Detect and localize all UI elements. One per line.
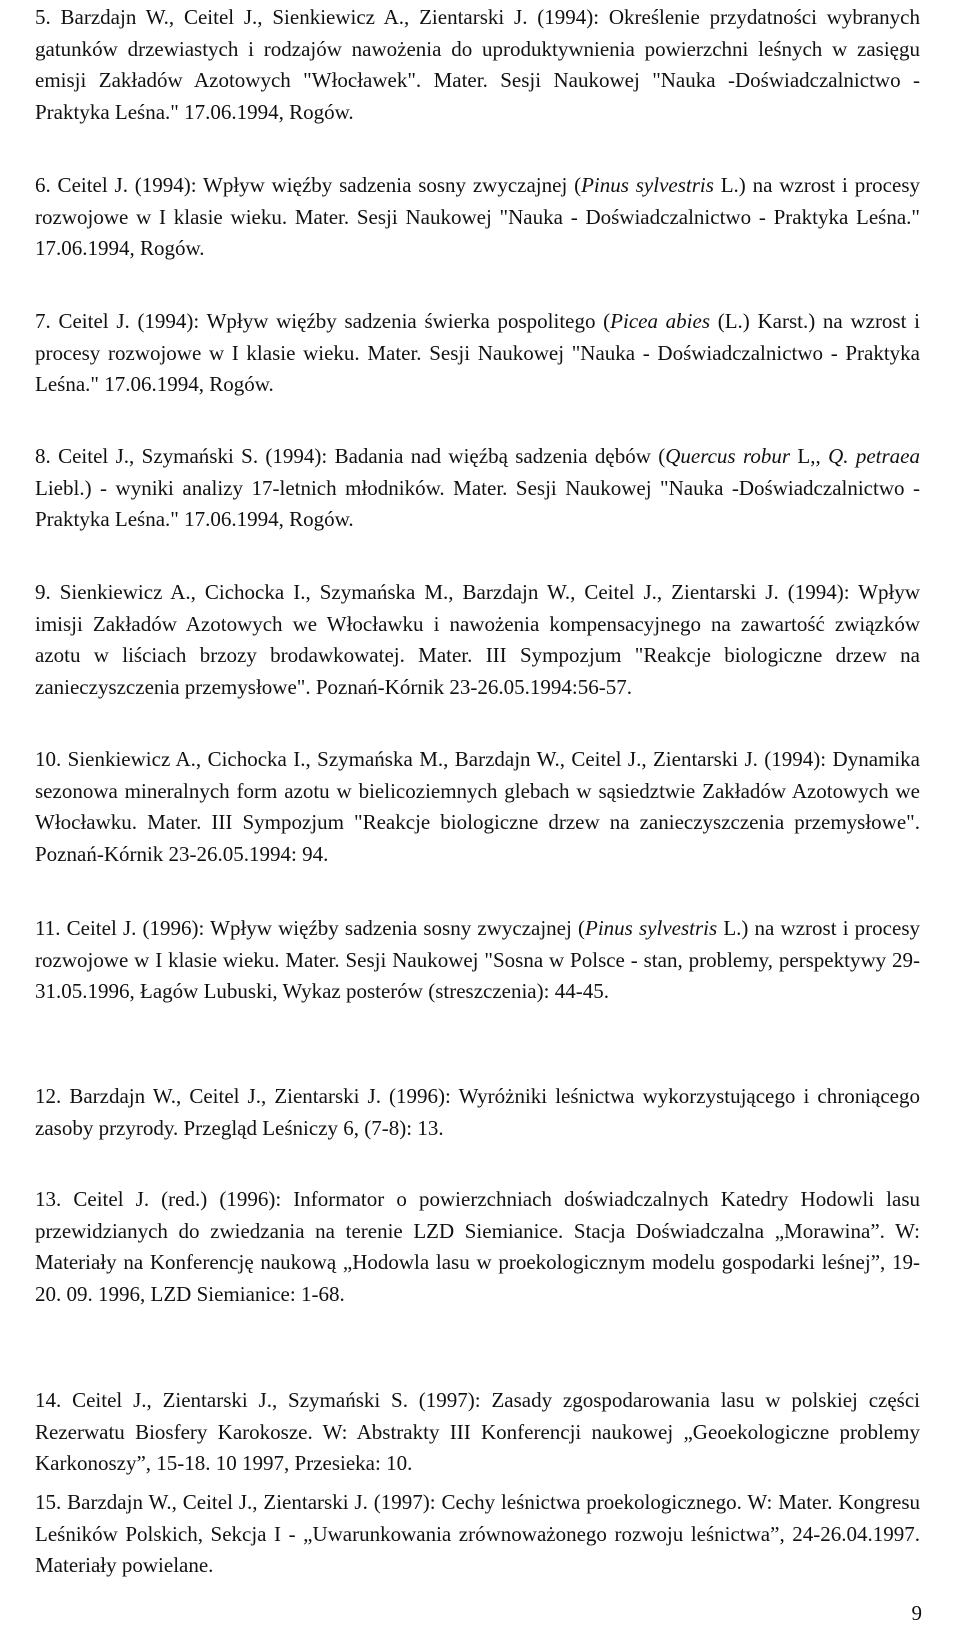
- reference-text: L,,: [790, 444, 829, 468]
- reference-text: (L.) Karst.) na wzrost i procesy rozwojowe w I klasie wieku. Mater. Sesji Naukowej "Nauka - Doświadczalnictwo - Praktyka Leśna." 17.06.1994, Rogów.: [35, 309, 920, 396]
- reference-text: 11. Ceitel J. (1996): Wpływ więźby sadzenia sosny zwyczajnej (: [35, 916, 585, 940]
- reference-text: 7. Ceitel J. (1994): Wpływ więźby sadzenia świerka pospolitego (: [35, 309, 611, 333]
- reference-text: 10. Sienkiewicz A., Cichocka I., Szymańska M., Barzdajn W., Ceitel J., Zientarski J. (1994): Dynamika sezonowa mineralnych form azotu w bielicoziemnych glebach w sąsiedztwie Zakładów Azotowych we Włocławku. Mater. III Sympozjum "Reakcje biologiczne drzew na zanieczyszczenia przemysłowe". Poznań-Kórnik 23-26.05.1994: 94.: [35, 747, 920, 866]
- reference-entry: [35, 1081, 920, 1144]
- reference-text: 12. Barzdajn W., Ceitel J., Zientarski J. (1996): Wyróżniki leśnictwa wykorzystującego i chroniącego zasoby przyrody. Przegląd Leśniczy 6, (7-8): 13.: [35, 1084, 920, 1140]
- reference-entry: [35, 441, 920, 536]
- reference-entry: [35, 913, 920, 1008]
- reference-entry: [35, 1385, 920, 1480]
- reference-text: 14. Ceitel J., Zientarski J., Szymański S. (1997): Zasady zgospodarowania lasu w polskiej części Rezerwatu Biosfery Karokosze. W: Abstrakty III Konferencji naukowej „Geoekologiczne problemy Karkonoszy”, 15-18. 10 1997, Przesieka: 10.: [35, 1388, 920, 1475]
- reference-entry: [35, 577, 920, 703]
- reference-entry: [35, 170, 920, 265]
- reference-text: L.) na wzrost i procesy rozwojowe w I klasie wieku. Mater. Sesji Naukowej "Sosna w Polsce - stan, problemy, perspektywy 29-31.05.1996, Łagów Lubuski, Wykaz posterów (streszczenia): 44-45.: [35, 916, 920, 1003]
- reference-entry: [35, 744, 920, 870]
- species-name: Quercus robur: [665, 444, 791, 468]
- species-name: Pinus sylvestris: [581, 173, 714, 197]
- species-name: Picea abies: [610, 309, 711, 333]
- reference-entry: [35, 306, 920, 401]
- reference-entry: [35, 1184, 920, 1310]
- reference-text: 5. Barzdajn W., Ceitel J., Sienkiewicz A., Zientarski J. (1994): Określenie przydatności wybranych gatunków drzewiastych i rodzajów nawożenia do uproduktywnienia powierzchni leśnych w zasięgu emisji Zakładów Azotowych "Włocławek". Mater. Sesji Naukowej "Nauka -Doświadczalnictwo - Praktyka Leśna." 17.06.1994, Rogów.: [35, 5, 920, 124]
- species-name: Q. petraea: [828, 444, 920, 468]
- page-number: 9: [911, 1601, 922, 1625]
- reference-text: 9. Sienkiewicz A., Cichocka I., Szymańska M., Barzdajn W., Ceitel J., Zientarski J. (1994): Wpływ imisji Zakładów Azotowych we Włocławku i nawożenia kompensacyjnego na zawartość związków azotu w liściach brzozy brodawkowatej. Mater. III Sympozjum "Reakcje biologiczne drzew na zanieczyszczenia przemysłowe". Poznań-Kórnik 23-26.05.1994:56-57.: [35, 580, 920, 699]
- reference-entry: [35, 2, 920, 128]
- reference-text: 15. Barzdajn W., Ceitel J., Zientarski J. (1997): Cechy leśnictwa proekologicznego. W: Mater. Kongresu Leśników Polskich, Sekcja I - „Uwarunkowania zrównoważonego rozwoju leśnictwa”, 24-26.04.1997. Materiały powielane.: [35, 1490, 920, 1577]
- species-name: Pinus sylvestris: [585, 916, 718, 940]
- reference-text: L.) na wzrost i procesy rozwojowe w I klasie wieku. Mater. Sesji Naukowej "Nauka - Doświadczalnictwo - Praktyka Leśna." 17.06.1994, Rogów.: [35, 173, 920, 260]
- reference-text: 13. Ceitel J. (red.) (1996): Informator o powierzchniach doświadczalnych Katedry Hodowli lasu przewidzianych do zwiedzania na terenie LZD Siemianice. Stacja Doświadczalna „Morawina”. W: Materiały na Konferencję naukową „Hodowla lasu w proekologicznym modelu gospodarki leśnej”, 19-20. 09. 1996, LZD Siemianice: 1-68.: [35, 1187, 920, 1306]
- reference-entry: [35, 1487, 920, 1582]
- reference-text: 8. Ceitel J., Szymański S. (1994): Badania nad więźbą sadzenia dębów (: [35, 444, 666, 468]
- reference-text: Liebl.) - wyniki analizy 17-letnich młodników. Mater. Sesji Naukowej "Nauka -Doświadczalnictwo - Praktyka Leśna." 17.06.1994, Rogów.: [35, 475, 920, 531]
- reference-text: 6. Ceitel J. (1994): Wpływ więźby sadzenia sosny zwyczajnej (: [35, 173, 582, 197]
